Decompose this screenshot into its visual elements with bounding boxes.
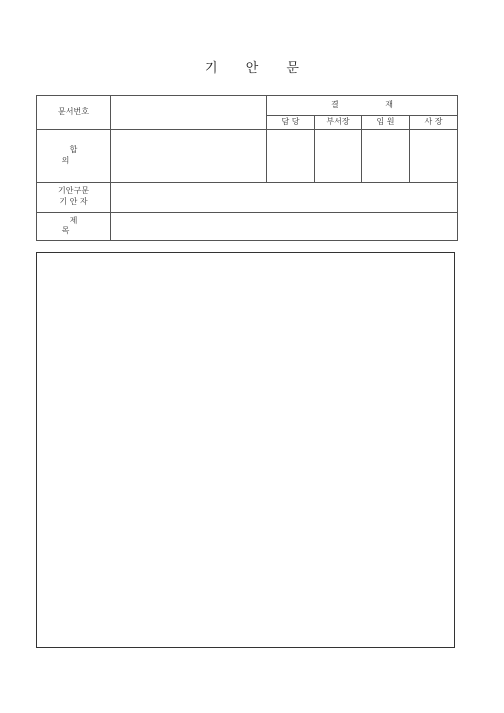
drafter-label: 기 안 자: [59, 197, 88, 207]
document-title: 기 안 문: [205, 61, 311, 76]
approval-sign-dept-head[interactable]: [315, 130, 362, 182]
draft-type-label: 기안구문: [58, 186, 89, 196]
consult-field[interactable]: [111, 130, 267, 182]
doc-number-field[interactable]: [111, 96, 267, 130]
approval-sign-executive[interactable]: [362, 130, 410, 182]
approval-header: 결 재: [267, 96, 458, 116]
approval-sign-president[interactable]: [410, 130, 458, 182]
consult-label: 합 의: [37, 130, 111, 182]
doc-number-label: 문서번호: [37, 96, 111, 130]
draft-type-drafter-label: [37, 182, 111, 212]
subject-label: 제 목: [37, 212, 111, 240]
approval-col-dept-head: 부서장: [315, 116, 362, 130]
approval-col-president: 사 장: [410, 116, 458, 130]
draft-field[interactable]: [111, 182, 458, 212]
approval-sign-staff[interactable]: [267, 130, 315, 182]
approval-col-staff: 담 당: [267, 116, 315, 130]
document-body[interactable]: [36, 252, 455, 648]
subject-field[interactable]: [111, 212, 458, 240]
form-header-table: [36, 95, 458, 241]
approval-col-executive: 임 원: [362, 116, 410, 130]
